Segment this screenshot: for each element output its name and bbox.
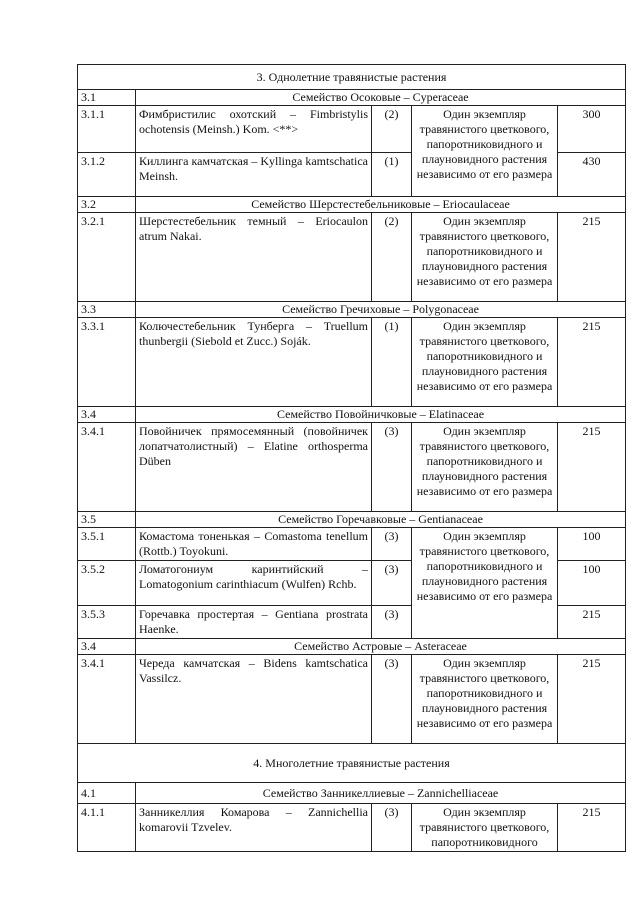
table-row xyxy=(78,804,626,852)
family-row xyxy=(78,512,626,528)
family-number: 3.5 xyxy=(78,512,136,528)
rates-table xyxy=(77,64,626,852)
description-cell: Один экземпляр травянистого цветкового, папоротниковидного и плауновидного растения независимо от его размера xyxy=(412,423,558,512)
species-number: 3.1.2 xyxy=(78,153,136,197)
species-number: 3.4.1 xyxy=(78,423,136,512)
description-cell: Один экземпляр травянистого цветкового, папоротниковидного xyxy=(412,804,558,852)
species-name: Комастома тоненькая – Comastoma tenellum (Rottb.) Toyokuni. xyxy=(136,528,372,561)
category-cell: (2) xyxy=(372,106,412,153)
family-number: 3.2 xyxy=(78,197,136,213)
rate-cell: 215 xyxy=(558,655,626,744)
category-cell: (1) xyxy=(372,153,412,197)
rate-cell: 100 xyxy=(558,561,626,606)
species-name: Горечавка простертая – Gentiana prostrata Haenke. xyxy=(136,606,372,639)
species-name: Киллинга камчатская – Kyllinga kamtschatica Meinsh. xyxy=(136,153,372,197)
category-cell: (3) xyxy=(372,528,412,561)
category-cell: (1) xyxy=(372,318,412,407)
section-row xyxy=(78,65,626,90)
table-row xyxy=(78,655,626,744)
category-cell: (3) xyxy=(372,655,412,744)
family-number: 3.4 xyxy=(78,639,136,655)
species-name: Шерстестебельник темный – Eriocaulon atrum Nakai. xyxy=(136,213,372,302)
table-row xyxy=(78,318,626,407)
rate-cell: 215 xyxy=(558,213,626,302)
species-name: Повойничек прямосемянный (повойничек лопатчатолистный) – Elatine orthosperma Düben xyxy=(136,423,372,512)
family-name: Семейство Гречиховые – Polygonaceae xyxy=(136,302,626,318)
rate-cell: 430 xyxy=(558,153,626,197)
description-cell: Один экземпляр травянистого цветкового, папоротниковидного и плауновидного растения независимо от его размера xyxy=(412,655,558,744)
section-row xyxy=(78,744,626,783)
family-name: Семейство Астровые – Asteraceae xyxy=(136,639,626,655)
species-number: 3.1.1 xyxy=(78,106,136,153)
rate-cell: 215 xyxy=(558,423,626,512)
species-name: Фимбристилис охотский – Fimbristylis ochotensis (Meinsh.) Kom. <**> xyxy=(136,106,372,153)
category-cell: (3) xyxy=(372,606,412,639)
family-row xyxy=(78,639,626,655)
rate-cell: 215 xyxy=(558,606,626,639)
species-number: 3.4.1 xyxy=(78,655,136,744)
family-row xyxy=(78,783,626,804)
description-cell: Один экземпляр травянистого цветкового, папоротниковидного и плауновидного растения независимо от его размера xyxy=(412,528,558,639)
family-number: 3.3 xyxy=(78,302,136,318)
family-row xyxy=(78,197,626,213)
category-cell: (3) xyxy=(372,804,412,852)
rate-cell: 215 xyxy=(558,318,626,407)
species-name: Занникеллия Комарова – Zannichellia komarovii Tzvelev. xyxy=(136,804,372,852)
family-name: Семейство Шерстестебельниковые – Eriocaulaceae xyxy=(136,197,626,213)
category-cell: (3) xyxy=(372,423,412,512)
table-row xyxy=(78,528,626,561)
family-number: 3.1 xyxy=(78,90,136,106)
description-cell: Один экземпляр травянистого цветкового, папоротниковидного и плауновидного растения независимо от его размера xyxy=(412,106,558,197)
family-name: Семейство Повойничковые – Elatinaceae xyxy=(136,407,626,423)
section-title: 4. Многолетние травянистые растения xyxy=(78,744,626,783)
rate-cell: 100 xyxy=(558,528,626,561)
rate-cell: 300 xyxy=(558,106,626,153)
table-row xyxy=(78,213,626,302)
section-title: 3. Однолетние травянистые растения xyxy=(78,65,626,90)
species-name: Череда камчатская – Bidens kamtschatica Vassilcz. xyxy=(136,655,372,744)
family-name: Семейство Горечавковые – Gentianaceae xyxy=(136,512,626,528)
table-row xyxy=(78,423,626,512)
family-row xyxy=(78,302,626,318)
family-number: 4.1 xyxy=(78,783,136,804)
category-cell: (3) xyxy=(372,561,412,606)
family-row xyxy=(78,90,626,106)
species-number: 3.2.1 xyxy=(78,213,136,302)
species-name: Ломатогониум каринтийский – Lomatogonium carinthiacum (Wulfen) Rchb. xyxy=(136,561,372,606)
species-number: 3.3.1 xyxy=(78,318,136,407)
species-number: 3.5.1 xyxy=(78,528,136,561)
family-row xyxy=(78,407,626,423)
family-name: Семейство Занникеллиевые – Zannichelliaceae xyxy=(136,783,626,804)
family-number: 3.4 xyxy=(78,407,136,423)
category-cell: (2) xyxy=(372,213,412,302)
table-row xyxy=(78,106,626,153)
species-number: 4.1.1 xyxy=(78,804,136,852)
species-name: Колючестебельник Тунберга – Truellum thunbergii (Siebold et Zucc.) Soják. xyxy=(136,318,372,407)
description-cell: Один экземпляр травянистого цветкового, папоротниковидного и плауновидного растения независимо от его размера xyxy=(412,213,558,302)
rate-cell: 215 xyxy=(558,804,626,852)
description-cell: Один экземпляр травянистого цветкового, папоротниковидного и плауновидного растения независимо от его размера xyxy=(412,318,558,407)
family-name: Семейство Осоковые – Cyperaceae xyxy=(136,90,626,106)
species-number: 3.5.3 xyxy=(78,606,136,639)
species-number: 3.5.2 xyxy=(78,561,136,606)
